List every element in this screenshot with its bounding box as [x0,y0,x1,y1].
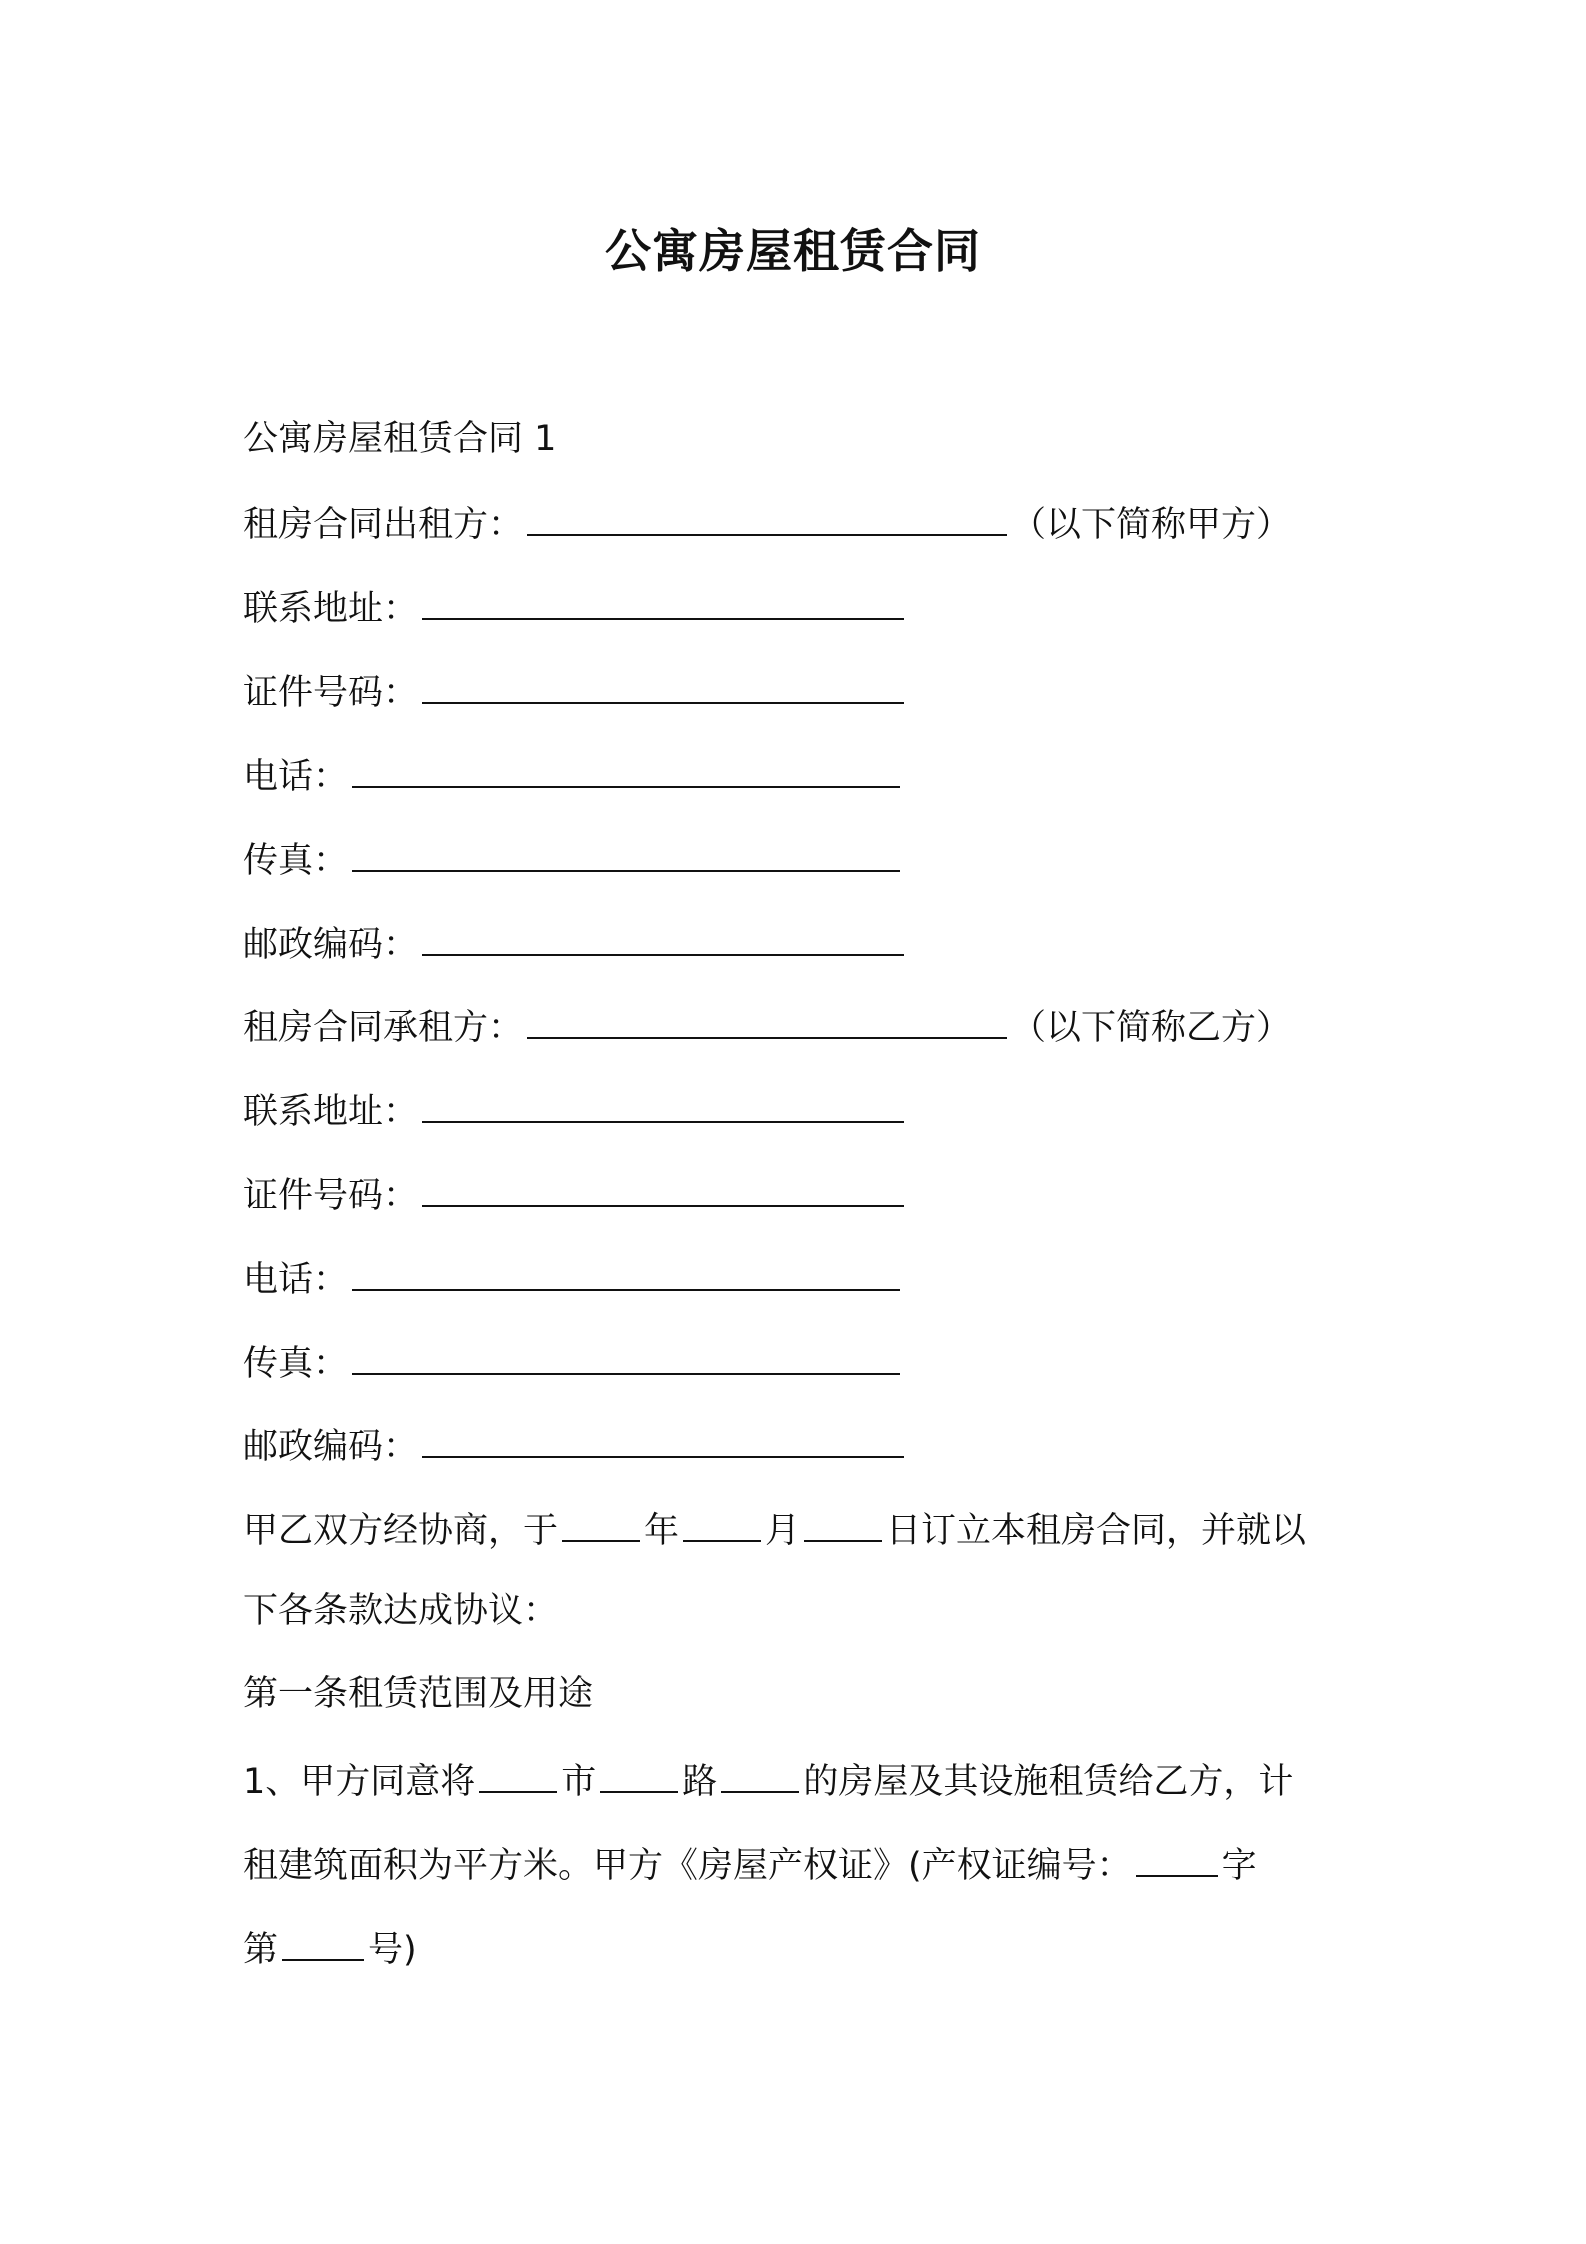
clause-line3: 第 号) [243,1925,417,1971]
agreement-paragraph-line2: 下各条款达成协议： [243,1591,559,1631]
section-subtitle: 公寓房屋租赁合同 1 [243,419,557,459]
lessor-postcode-blank [422,920,904,956]
lessee-address-line: 联系地址： [243,1087,908,1133]
number-blank [721,1757,799,1793]
lessee-phone-blank [352,1255,900,1291]
lessee-address-blank [422,1087,904,1123]
lessee-postcode-blank [422,1422,904,1458]
lessee-id-blank [422,1171,904,1207]
lessor-phone-line: 电话： [243,752,904,798]
road-blank [600,1757,678,1793]
certificate-number-blank [282,1925,364,1961]
lessor-fax-line: 传真： [243,836,904,882]
lessor-line: 租房合同出租方： （以下简称甲方） [243,500,1291,546]
city-blank [479,1757,557,1793]
lessor-address-blank [422,584,904,620]
clause-line2: 租建筑面积为平方米。甲方《房屋产权证》(产权证编号： 字 [243,1841,1257,1887]
lessor-postcode-line: 邮政编码： [243,920,908,966]
lessor-address-line: 联系地址： [243,584,908,630]
lessee-fax-blank [352,1339,900,1375]
lessor-id-blank [422,668,904,704]
lessee-id-line: 证件号码： [243,1171,908,1217]
lessee-phone-line: 电话： [243,1255,904,1301]
year-blank [562,1506,640,1542]
lessee-line: 租房合同承租方： （以下简称乙方） [243,1003,1291,1049]
lessee-fax-line: 传真： [243,1339,904,1385]
article-heading: 第一条租赁范围及用途 [243,1674,594,1714]
lessor-name-blank [527,500,1007,536]
document-title: 公寓房屋租赁合同 [605,224,981,278]
lessee-postcode-line: 邮政编码： [243,1422,908,1468]
month-blank [683,1506,761,1542]
lessor-id-line: 证件号码： [243,668,908,714]
agreement-paragraph-line1: 甲乙双方经协商，于 年 月 日订立本租房合同，并就以 [243,1506,1306,1552]
lessor-phone-blank [352,752,900,788]
day-blank [804,1506,882,1542]
certificate-word-blank [1136,1841,1218,1877]
lessee-name-blank [527,1003,1007,1039]
clause-line1: 1、甲方同意将 市 路 的房屋及其设施租赁给乙方，计 [243,1757,1293,1803]
lessor-fax-blank [352,836,900,872]
